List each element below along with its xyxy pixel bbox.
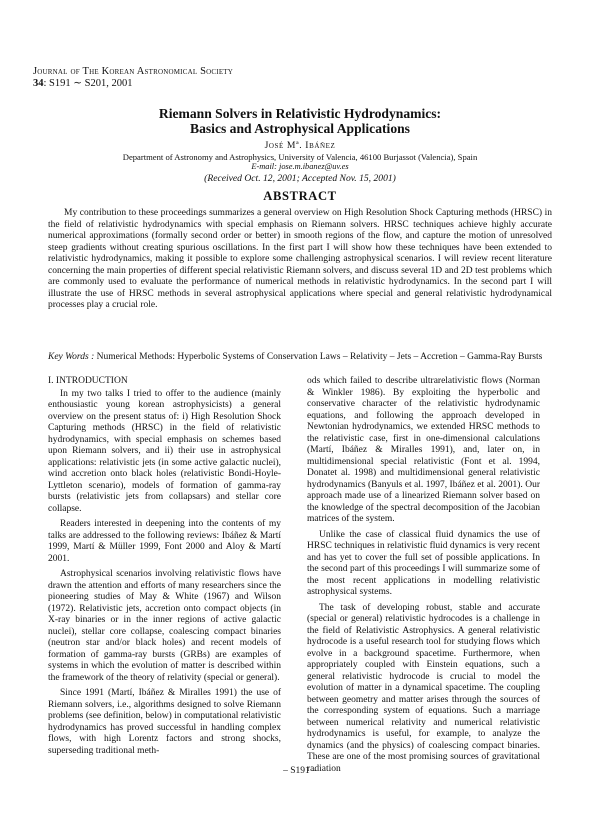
- journal-name: Journal of The Korean Astronomical Society: [33, 66, 234, 77]
- page-number: – S191 –: [283, 766, 317, 776]
- abstract-heading: ABSTRACT: [263, 189, 337, 203]
- keywords-text: Numerical Methods: Hyperbolic Systems of Conservation Laws – Relativity – Jets – Accretion – Gamma-Ray Bursts: [94, 352, 543, 362]
- journal-pages: : S191 ∼ S201, 2001: [43, 78, 133, 89]
- received-dates: (Received Oct. 12, 2001; Accepted Nov. 15, 2001): [204, 173, 396, 184]
- paragraph: Readers interested in deepening into the contents of my talks are addressed to the following reviews: Ibáñez & Martí 1999, Martí & Müller 1999, Font 2000 and Aloy & Martí 2001.: [48, 519, 281, 564]
- right-column: [307, 376, 540, 779]
- journal-header: [33, 66, 233, 90]
- affiliation: Department of Astronomy and Astrophysics, University of Valencia, 46100 Burjassot (Valencia), Spain: [122, 152, 478, 162]
- paragraph: Unlike the case of classical fluid dynamics the use of HRSC techniques in relativistic fluid dynamics is very recent and has yet to cover the full set of possible applications. In the second part of this proceedings I will summarize some of the most recent applications in modelling relativistic astrophysical systems.: [307, 529, 540, 597]
- abstract-text: My contribution to these proceedings summarizes a general overview on High Resolution Shock Capturing methods (HRSC) in the field of relativistic hydrodynamics with special emphasis on Riemann solvers. HRSC techniques achieve highly accurate numerical approximations (formally second order or better) in smooth regions of the flow, and capture the motion of unresolved steep gradients without creating spurious oscillations. In the first part I will show how these techniques have been extended to relativistic hydrodynamics, making it possible to explore some challenging astrophysical scenarios. I will review recent literature concerning the main properties of different special relativistic Riemann solvers, and discuss several 1D and 2D test problems which are commonly used to evaluate the performance of numerical methods in relativistic hydrodynamics. In the second part I will illustrate the use of HRSC methods in several astrophysical applications where special and general relativistic hydrodynamical processes play a crucial role.: [48, 208, 552, 310]
- left-column: [48, 376, 281, 761]
- email: E-mail: jose.m.ibanez@uv.es: [251, 162, 349, 171]
- keywords-label: Key Words :: [48, 352, 95, 362]
- title-line-1: Riemann Solvers in Relativistic Hydrodynamics:: [158, 106, 442, 121]
- title-line-2: Basics and Astrophysical Applications: [190, 121, 410, 136]
- section-heading: I. INTRODUCTION: [48, 376, 128, 386]
- paragraph: Since 1991 (Martí, Ibáñez & Miralles 1991) the use of Riemann solvers, i.e., algorithms designed to solve Riemann problems (see definition, below) in computational relativistic hydrodynamics has proved successful in handling complex flows, with high Lorentz factors and strong shocks, superseding traditional meth-: [48, 688, 281, 756]
- author: José Mª. Ibáñez: [264, 140, 336, 151]
- paragraph: The task of developing robust, stable and accurate (special or general) relativistic hydrocodes is a challenge in the field of Relativistic Astrophysics. A general relativistic hydrocode is a useful research tool for studying flows which evolve in a background spacetime. Furthermore, when appropriately coupled with Einstein equations, such a general relativistic hydrocode is crucial to model the evolution of matter in a dynamical spacetime. The coupling between geometry and matter arises through the sources of the corresponding system of equations. Such a marriage between numerical relativity and numerical relativistic hydrodynamics is useful, for example, to analyze the dynamics (and the physics) of coalescing compact binaries. These are one of the most promising sources of gravitational radiation: [307, 602, 540, 774]
- paragraph: Astrophysical scenarios involving relativistic flows have drawn the attention and efforts of many researchers since the pioneering studies of May & White (1967) and Wilson (1972). Relativistic jets, accretion onto compact objects (in X-ray binaries or in the inner regions of active galactic nuclei), stellar core collapse, coalescing compact binaries (neutron star and/or black holes) and recent models of formation of gamma-ray bursts (GRBs) are examples of systems in which the evolution of matter is described within the framework of the theory of relativity (special or general).: [48, 569, 281, 683]
- journal-volume: 34: [33, 78, 44, 89]
- paragraph: In my two talks I tried to offer to the audience (mainly enthousiastic young korean astrophysicists) a general overview on the present status of: i) High Resolution Shock Capturing methods (HRSC) in the field of relativistic hydrodynamics, with special emphasis on schemes based upon Riemann solvers, and ii) their use in astrophysical applications: relativistic jets (in some active galactic nuclei), wind accretion onto black holes (relativistic Bondi-Hoyle-Lyttleton scenario), models of formation of gamma-ray bursts (relativistic jets from collapsars) and stellar core collapse.: [48, 388, 281, 514]
- paper-title: [0, 106, 600, 136]
- paragraph: ods which failed to describe ultrarelativistic flows (Norman & Winkler 1986). By exploiting the hyperbolic and conservative character of the relativistic hydrodynamic equations, and following the approach developed in Newtonian hydrodynamics, we extended HRSC methods to the relativistic case, first in one-dimensional calculations (Martí, Ibáñez & Miralles 1991), and, later on, in multidimensional special relativistic (Font et al. 1994, Donatet al. 1998) and multidimensional general relativistic hydrodynamics (Banyuls et al. 1997, Ibáñez et al. 2001). Our approach made use of a linearized Riemann solver based on the knowledge of the spectral decomposition of the Jacobian matrices of the system.: [307, 376, 540, 524]
- journal-volume-line: [33, 78, 233, 90]
- keywords: [48, 352, 552, 364]
